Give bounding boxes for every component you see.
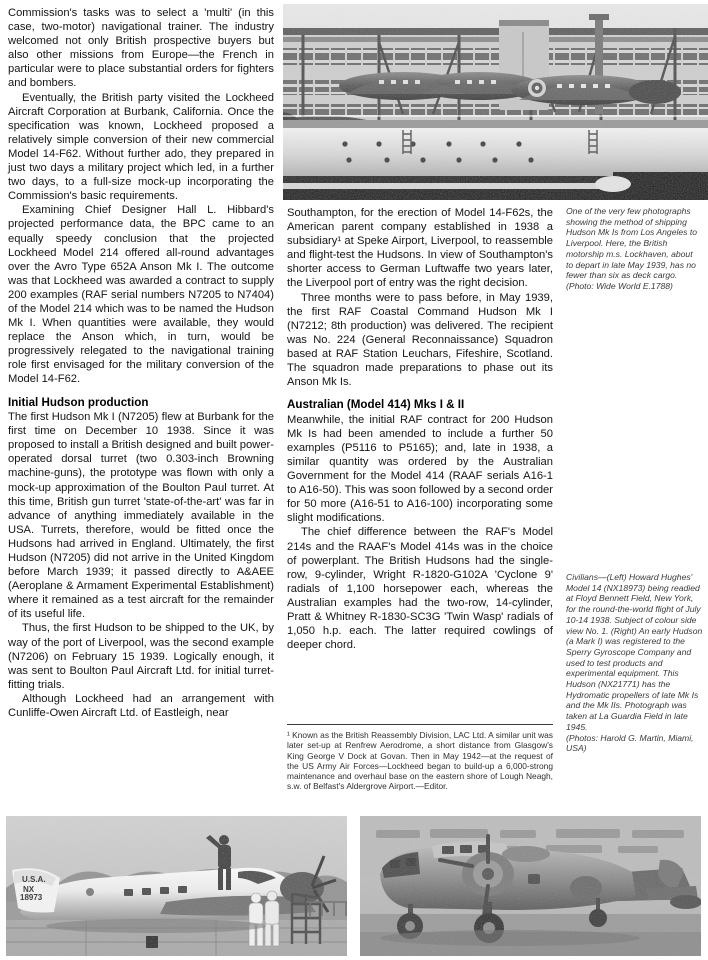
ship-deck-cargo-photo — [283, 4, 708, 200]
left-text-column — [8, 6, 274, 720]
paragraph: Commission's tasks was to select a 'multi' (in this case, two-motor) navigational trainer. The industry welcomed not only British prospective buyers but also other missions from Europe—the French in particular were to place substantial orders for fighters and bombers. — [8, 7, 274, 90]
middle-text-column — [287, 206, 553, 652]
section-heading-australian-model-414: Australian (Model 414) Mks I & II — [287, 398, 465, 412]
hughes-photo-graphic — [6, 816, 347, 956]
caption-text: One of the very few photographs showing the method of shipping Hudson Mk Is from Los Angeles to Liverpool. Here, the British motorship m.s. Lockhaven, about to depart in late May 1939, has no fewer than six as deck cargo. — [566, 206, 698, 281]
ship-photo-caption — [566, 206, 702, 292]
howard-hughes-model-14-photo — [6, 816, 347, 956]
section-heading-initial-hudson-production: Initial Hudson production — [8, 395, 149, 409]
sperry-hudson-graphic — [360, 816, 701, 956]
middle-column-body-2 — [287, 413, 553, 653]
caption-credit: (Photo: Wide World E.1788) — [566, 280, 673, 291]
middle-column-body — [287, 206, 553, 389]
paragraph: The first Hudson Mk I (N7205) flew at Burbank for the first time on December 10 1938. Since it was proposed to install a British designed and built power-operated dorsal turret (two 0.303-inch Browning machine-guns), the prototype was flown with only a mock-up approximation of the Boulton Paul turret. At this time, British gun turret 'state-of-the-art' was far in advance of anything immediately available in the USA. Turrets, therefore, would be fitted once the Hudsons had arrived in England. Ultimately, the first Hudson (N7205) did not arrive in the United Kingdom before March 1939; it passed directly to A&AEE (Aeroplane & Armament Experimental Establishment) where it remained as a test aircraft for the remainder of its useful life. — [8, 411, 274, 621]
paragraph: Eventually, the British party visited the Lockheed Aircraft Corporation at Burbank, California. Once the specification was known, Lockheed proposed a relatively simple conversion of their new commercial Model 14-F62. Without further ado, they prepared in just two days a military project which led, in a further two days, to a full-size mock-up incorporating the Commission's basic requirements. — [8, 91, 274, 203]
left-column-body — [8, 6, 274, 387]
svg-text:U.S.A.: U.S.A. — [22, 875, 46, 884]
sperry-hudson-photo — [360, 816, 701, 956]
footnote-divider — [287, 724, 553, 725]
caption-text: Civilians—(Left) Howard Hughes' Model 14 (NX18973) being readied at Floyd Bennett Field, New York, for the round-the-world flight of July 10-14 1938. Subject of colour side view No. 1. (Right) An early Hudson (a Mark I) was registered to the Sperry Gyroscope Company and used to test products and experimental equipment. This Hudson (NX21771) has the Hydromatic propellers of late Mk Is and the Mk IIs. Photograph was taken at La Guardia Field in late 1945. — [566, 572, 703, 732]
footnote-text: ¹ Known as the British Reassembly Division, LAC Ltd. A similar unit was later set-up at Renfrew Aerodrome, a short distance from Glasgow's King George V Dock at Govan. Then in May 1942—at the request of the US Army Air Forces—Lockheed began to build-up a 6,000-strong maintenance and overhaul base on the eastern shore of Lough Neagh, s.w. of Belfast's Aldergrove Airport.—Editor. — [287, 730, 553, 792]
footnote-block — [287, 724, 553, 792]
paragraph: Southampton, for the erection of Model 14-F62s, the American parent company established in 1938 a subsidiary¹ at Speke Airport, Liverpool, to reassemble and flight-test the Hudsons. In view of Southampton's shorter access to German Luftwaffe two years later, the Liverpool port of entry was the right decision. — [287, 207, 553, 290]
ship-photo-graphic — [283, 4, 708, 200]
paragraph: Meanwhile, the initial RAF contract for 200 Hudson Mk Is had been amended to include a further 50 examples (P5116 to P5165); and, late in 1938, a similar quantity was ordered by the Australian Government for the Model 414 (RAAF serials A16-1 to A16-50). This was soon followed by a second order for 50 more (A16-51 to A16-100) incorporating some slight modifications. — [287, 413, 553, 525]
left-column-body-2 — [8, 410, 274, 720]
svg-text:NX: NX — [23, 885, 35, 894]
paragraph: Thus, the first Hudson to be shipped to the UK, by way of the port of Liverpool, was the second example (N7206) on February 15 1939. Logically enough, it was sent to Boulton Paul Aircraft Ltd. for initial turret-fitting trials. — [8, 622, 274, 691]
paragraph: Although Lockheed had an arrangement with Cunliffe-Owen Aircraft Ltd. of Eastleigh, near — [8, 692, 274, 719]
bottom-photos-caption — [566, 572, 704, 754]
paragraph: Three months were to pass before, in May 1939, the first RAF Coastal Command Hudson Mk I (N7212; 8th production) was delivered. The recipient was No. 224 (General Reconnaissance) Squadron based at RAF Station Leuchars, Fifeshire, Scotland. The squadron made preparations to phase out its Anson Mk Is. — [287, 291, 553, 389]
svg-text:18973: 18973 — [20, 893, 43, 902]
paragraph: Examining Chief Designer Hall L. Hibbard's projected performance data, the BPC came to an equally speedy conclusion that the projected Lockheed Model 214 offered all-round advantages over the Avro Type 652A Anson Mk I. The outcome was that Lockheed was awarded a contract to supply 200 examples (RAF serial numbers N7205 to N7404) of the Model 214 which was to be named the Hudson Mk I. When quantities were available, they would replace the Anson which, in turn, would be progressively relegated to the navigational training role first envisaged for the military conversion of the Model 14-F62. — [8, 204, 274, 386]
paragraph: The chief difference between the RAF's Model 214s and the RAAF's Model 414s was in the choice of powerplant. The British Hudsons had the single-row, 9-cylinder, Wright R-1820-G102A 'Cyclone 9' radials of 1,100 horsepower each, whereas the Australian examples had the two-row, 14-cylinder, Pratt & Whitney R-1830-SC3G 'Twin Wasp' radials of 1,050 h.p. each. The latter required cowlings of deeper chord. — [287, 526, 553, 652]
caption-credit: (Photos: Harold G. Martin, Miami, USA) — [566, 732, 694, 754]
